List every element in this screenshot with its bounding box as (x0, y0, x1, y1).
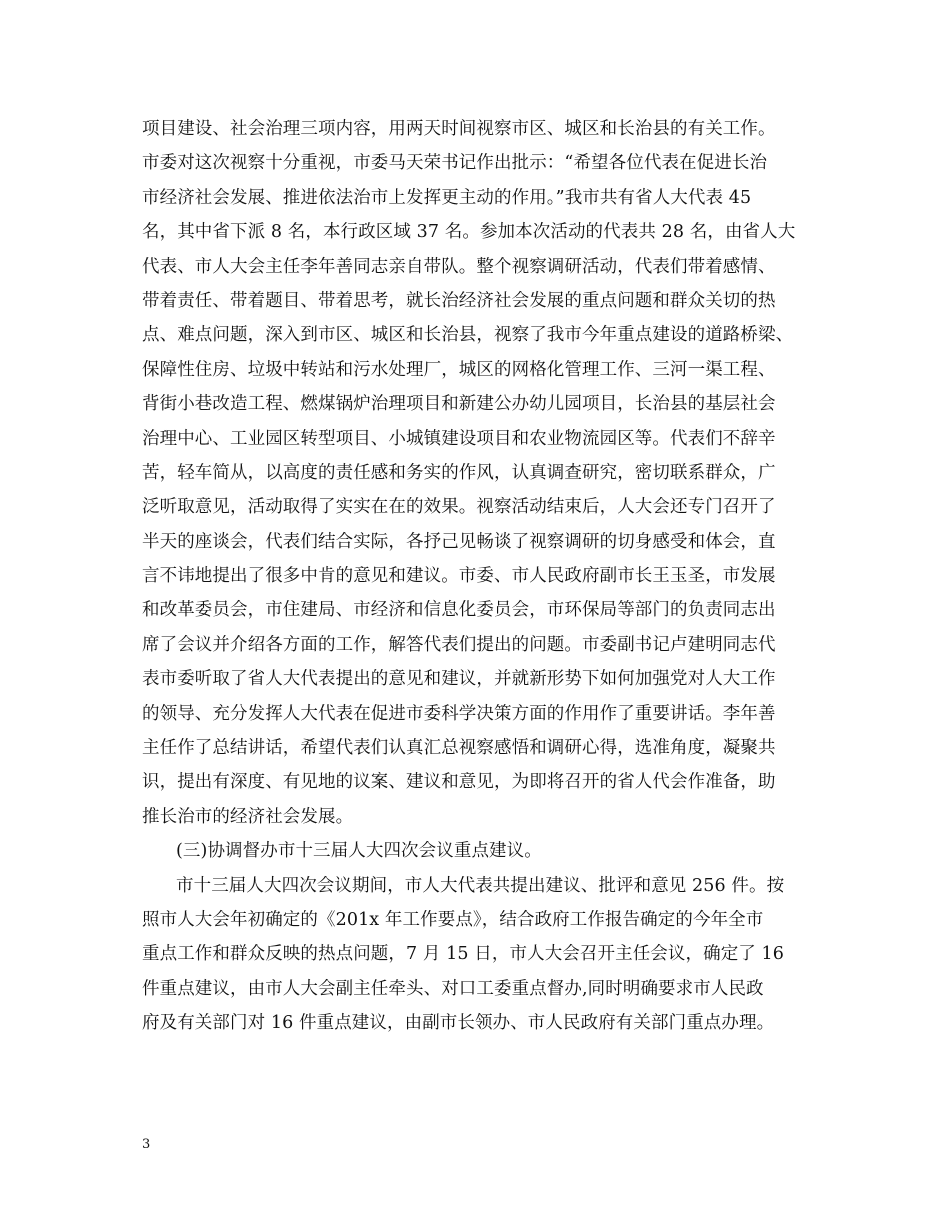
text-line: 背街小巷改造工程、燃煤锅炉治理项目和新建公办幼儿园项目，长治县的基层社会 (142, 394, 776, 415)
text-line: 府及有关部门对 16 件重点建议，由副市长领办、市人民政府有关部门重点办理。 (142, 1013, 775, 1034)
text-line: 项目建设、社会治理三项内容，用两天时间视察市区、城区和长治县的有关工作。 (142, 119, 776, 139)
text-line: 主任作了总结讲话，希望代表们认真汇总视察感悟和调研心得，选准角度，凝聚共 (142, 738, 776, 759)
text-line: 名，其中省下派 8 名，本行政区域 37 名。参加本次活动的代表共 28 名，由省人大 (142, 222, 796, 243)
text-line: 推长治市的经济社会发展。 (142, 806, 354, 827)
text-line: 重点工作和群众反映的热点问题，7 月 15 日，市人大会召开主任会议，确定了 16 (142, 944, 785, 965)
page-number: 3 (142, 1137, 151, 1152)
text-line: 泛听取意见，活动取得了实实在在的效果。视察活动结束后，人大会还专门召开了 (142, 497, 776, 518)
text-line: 点、难点问题，深入到市区、城区和长治县，视察了我市今年重点建设的道路桥梁、 (142, 325, 794, 346)
text-line: 市委对这次视察十分重视，市委马天荣书记作出批示：“希望各位代表在促进长治 (142, 153, 768, 174)
text-line: 保障性住房、垃圾中转站和污水处理厂，城区的网格化管理工作、三河一渠工程、 (142, 359, 776, 380)
text-line: 席了会议并介绍各方面的工作，解答代表们提出的问题。市委副书记卢建明同志代 (142, 634, 776, 655)
text-line: 识，提出有深度、有见地的议案、建议和意见，为即将召开的省人代会作准备，助 (142, 772, 776, 793)
text-line: 言不讳地提出了很多中肯的意见和建议。市委、市人民政府副市长王玉圣，市发展 (142, 566, 776, 587)
text-line: 治理中心、工业园区转型项目、小城镇建设项目和农业物流园区等。代表们不辞辛 (142, 428, 776, 449)
text-line: 半天的座谈会，代表们结合实际，各抒己见畅谈了视察调研的切身感受和体会，直 (142, 531, 776, 552)
text-line: (三)协调督办市十三届人大四次会议重点建议。 (176, 841, 542, 862)
text-line: 代表、市人大会主任李年善同志亲自带队。整个视察调研活动，代表们带着感情、 (142, 256, 776, 277)
text-line: 照市人大会年初确定的《201x 年工作要点》，结合政府工作报告确定的今年全市 (142, 909, 764, 930)
text-line: 和改革委员会，市住建局、市经济和信息化委员会，市环保局等部门的负责同志出 (142, 600, 776, 621)
text-line: 市经济社会发展、推进依法治市上发挥更主动的作用。”我市共有省人大代表 45 (142, 187, 752, 208)
text-line: 件重点建议，由市人大会副主任牵头、对口工委重点督办,同时明确要求市人民政 (142, 978, 764, 999)
text-line: 的领导、充分发挥人大代表在促进市委科学决策方面的作用作了重要讲话。李年善 (142, 703, 776, 724)
text-line: 苦，轻车简从，以高度的责任感和务实的作风，认真调查研究，密切联系群众，广 (142, 462, 776, 483)
text-line: 表市委听取了省人大代表提出的意见和建议，并就新形势下如何加强党对人大工作 (142, 669, 776, 690)
text-line: 带着责任、带着题目、带着思考，就长治经济社会发展的重点问题和群众关切的热 (142, 290, 776, 311)
text-line: 市十三届人大四次会议期间，市人大代表共提出建议、批评和意见 256 件。按 (176, 875, 785, 896)
document-body (142, 112, 814, 1041)
